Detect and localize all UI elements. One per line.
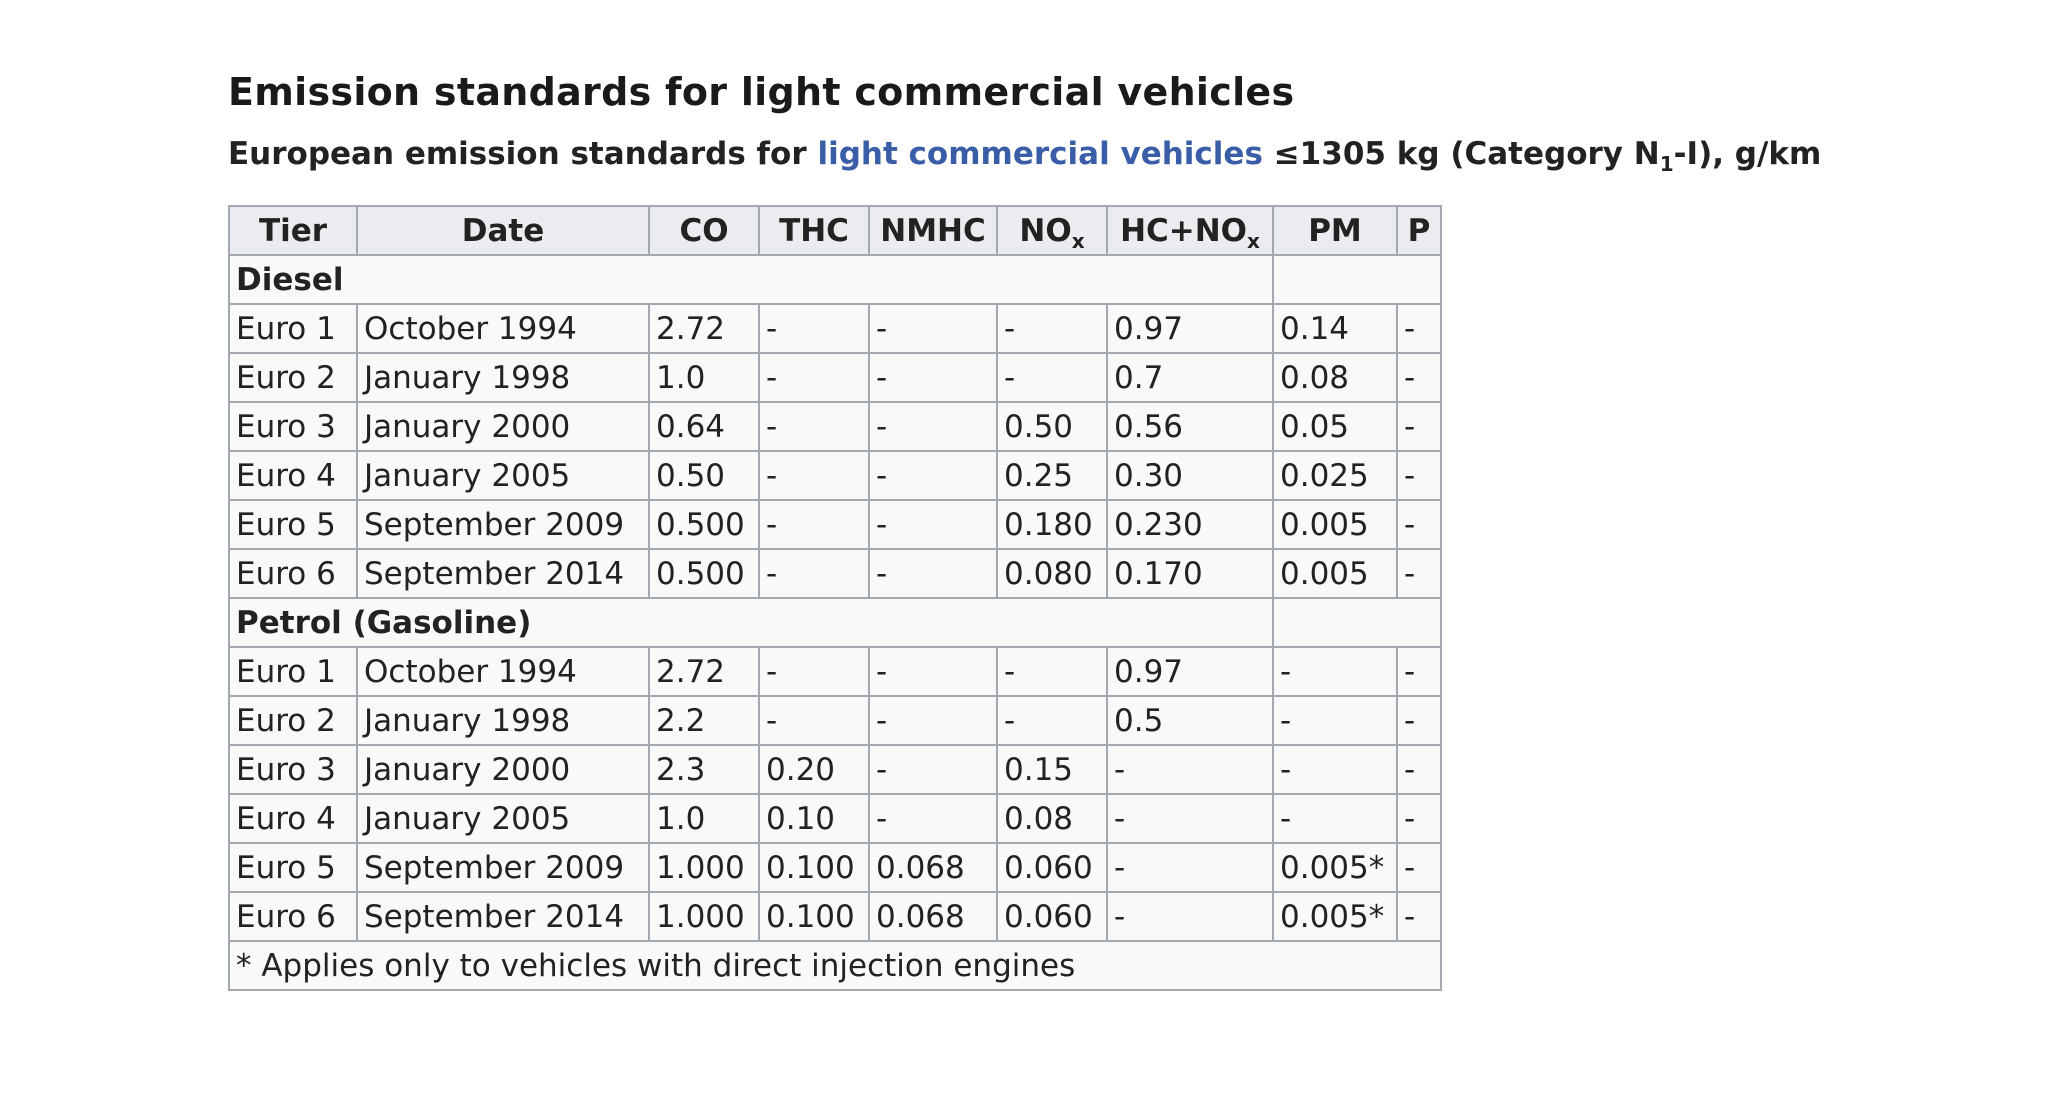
cell-nmhc: 0.068 [869, 892, 997, 941]
cell-date: September 2009 [357, 500, 649, 549]
cell-hc-nox: - [1107, 794, 1273, 843]
cell-co: 2.72 [649, 647, 759, 696]
cell-p: - [1397, 843, 1441, 892]
cell-nox: - [997, 696, 1107, 745]
cell-nmhc: - [869, 549, 997, 598]
cell-nox: 0.08 [997, 794, 1107, 843]
cell-date: January 1998 [357, 353, 649, 402]
cell-thc: - [759, 353, 869, 402]
cell-date: October 1994 [357, 647, 649, 696]
cell-hc-nox: 0.5 [1107, 696, 1273, 745]
section-label: Diesel [229, 255, 1273, 304]
cell-tier: Euro 4 [229, 451, 357, 500]
header-nox-main: NO [1019, 212, 1072, 249]
table-row [229, 549, 1441, 598]
cell-pm: 0.005 [1273, 549, 1397, 598]
cell-thc: 0.20 [759, 745, 869, 794]
cell-nox: 0.060 [997, 892, 1107, 941]
table-row [229, 892, 1441, 941]
cell-p: - [1397, 696, 1441, 745]
cell-hc-nox: 0.7 [1107, 353, 1273, 402]
cell-p: - [1397, 647, 1441, 696]
cell-pm: 0.025 [1273, 451, 1397, 500]
table-row [229, 696, 1441, 745]
cell-tier: Euro 6 [229, 892, 357, 941]
section-empty-cell [1273, 255, 1441, 304]
cell-date: September 2009 [357, 843, 649, 892]
cell-hc-nox: 0.97 [1107, 304, 1273, 353]
cell-tier: Euro 3 [229, 402, 357, 451]
cell-tier: Euro 2 [229, 696, 357, 745]
section-label: Petrol (Gasoline) [229, 598, 1273, 647]
section-row [229, 598, 1441, 647]
cell-thc: 0.100 [759, 892, 869, 941]
cell-nox: 0.060 [997, 843, 1107, 892]
cell-pm: 0.005* [1273, 892, 1397, 941]
caption-units: -I), g/km [1673, 136, 1822, 172]
cell-date: January 2005 [357, 794, 649, 843]
table-row [229, 843, 1441, 892]
cell-co: 1.000 [649, 843, 759, 892]
caption-prefix: European emission standards for [228, 136, 818, 172]
cell-thc: - [759, 451, 869, 500]
header-co: CO [649, 206, 759, 255]
table-row [229, 353, 1441, 402]
cell-hc-nox: - [1107, 892, 1273, 941]
header-p: P [1397, 206, 1441, 255]
cell-thc: - [759, 647, 869, 696]
cell-pm: 0.08 [1273, 353, 1397, 402]
cell-co: 2.2 [649, 696, 759, 745]
cell-nmhc: - [869, 451, 997, 500]
cell-p: - [1397, 745, 1441, 794]
cell-co: 2.72 [649, 304, 759, 353]
cell-nox: 0.180 [997, 500, 1107, 549]
cell-nox: - [997, 304, 1107, 353]
cell-pm: 0.05 [1273, 402, 1397, 451]
cell-nmhc: - [869, 304, 997, 353]
cell-thc: - [759, 304, 869, 353]
table-row [229, 745, 1441, 794]
caption-subscript: 1 [1659, 152, 1674, 177]
table-row [229, 402, 1441, 451]
cell-tier: Euro 5 [229, 500, 357, 549]
cell-date: January 1998 [357, 696, 649, 745]
cell-date: September 2014 [357, 549, 649, 598]
cell-p: - [1397, 794, 1441, 843]
cell-hc-nox: 0.230 [1107, 500, 1273, 549]
header-hc-nox [1107, 206, 1273, 255]
cell-p: - [1397, 451, 1441, 500]
cell-thc: - [759, 500, 869, 549]
cell-pm: - [1273, 647, 1397, 696]
cell-date: January 2000 [357, 402, 649, 451]
cell-pm: 0.005* [1273, 843, 1397, 892]
table-row [229, 794, 1441, 843]
cell-tier: Euro 1 [229, 647, 357, 696]
table-row [229, 304, 1441, 353]
header-pm: PM [1273, 206, 1397, 255]
cell-thc: - [759, 549, 869, 598]
cell-hc-nox: - [1107, 843, 1273, 892]
cell-tier: Euro 5 [229, 843, 357, 892]
table-row [229, 647, 1441, 696]
cell-pm: 0.14 [1273, 304, 1397, 353]
cell-date: January 2005 [357, 451, 649, 500]
page-title: Emission standards for light commercial vehicles [228, 70, 1295, 114]
light-commercial-vehicles-link[interactable]: light commercial vehicles [817, 136, 1263, 172]
cell-co: 0.500 [649, 549, 759, 598]
cell-thc: - [759, 402, 869, 451]
cell-thc: 0.10 [759, 794, 869, 843]
cell-hc-nox: 0.56 [1107, 402, 1273, 451]
header-hc-nox-subscript: x [1247, 228, 1260, 253]
section-row [229, 255, 1441, 304]
cell-co: 0.50 [649, 451, 759, 500]
cell-thc: - [759, 696, 869, 745]
cell-co: 0.64 [649, 402, 759, 451]
cell-pm: - [1273, 745, 1397, 794]
header-tier: Tier [229, 206, 357, 255]
cell-p: - [1397, 549, 1441, 598]
cell-tier: Euro 2 [229, 353, 357, 402]
table-body [229, 255, 1441, 990]
cell-pm: 0.005 [1273, 500, 1397, 549]
cell-nmhc: 0.068 [869, 843, 997, 892]
table-row [229, 451, 1441, 500]
header-nox-subscript: x [1071, 228, 1085, 253]
cell-tier: Euro 4 [229, 794, 357, 843]
emissions-table [228, 205, 1442, 991]
cell-hc-nox: - [1107, 745, 1273, 794]
cell-hc-nox: 0.170 [1107, 549, 1273, 598]
header-hc-nox-main: HC+NO [1120, 212, 1248, 249]
cell-nox: 0.080 [997, 549, 1107, 598]
cell-p: - [1397, 892, 1441, 941]
header-date: Date [357, 206, 649, 255]
footnote-row [229, 941, 1441, 990]
cell-nox: - [997, 353, 1107, 402]
header-nox [997, 206, 1107, 255]
cell-pm: - [1273, 696, 1397, 745]
cell-nmhc: - [869, 696, 997, 745]
cell-pm: - [1273, 794, 1397, 843]
cell-p: - [1397, 500, 1441, 549]
cell-p: - [1397, 353, 1441, 402]
caption-suffix: ≤1305 kg (Category N [1262, 136, 1660, 172]
table-caption [228, 132, 1821, 176]
section-empty-cell [1273, 598, 1441, 647]
cell-date: January 2000 [357, 745, 649, 794]
cell-hc-nox: 0.30 [1107, 451, 1273, 500]
cell-nox: 0.25 [997, 451, 1107, 500]
header-row [229, 206, 1441, 255]
cell-p: - [1397, 402, 1441, 451]
cell-nox: 0.50 [997, 402, 1107, 451]
cell-hc-nox: 0.97 [1107, 647, 1273, 696]
cell-p: - [1397, 304, 1441, 353]
footnote: * Applies only to vehicles with direct injection engines [229, 941, 1441, 990]
cell-nmhc: - [869, 647, 997, 696]
cell-nmhc: - [869, 353, 997, 402]
cell-co: 1.000 [649, 892, 759, 941]
table-row [229, 500, 1441, 549]
cell-nox: 0.15 [997, 745, 1107, 794]
cell-co: 0.500 [649, 500, 759, 549]
header-thc: THC [759, 206, 869, 255]
cell-co: 1.0 [649, 353, 759, 402]
cell-nmhc: - [869, 402, 997, 451]
cell-nmhc: - [869, 794, 997, 843]
cell-co: 2.3 [649, 745, 759, 794]
cell-date: October 1994 [357, 304, 649, 353]
cell-thc: 0.100 [759, 843, 869, 892]
header-nmhc: NMHC [869, 206, 997, 255]
cell-nmhc: - [869, 500, 997, 549]
cell-tier: Euro 3 [229, 745, 357, 794]
cell-date: September 2014 [357, 892, 649, 941]
cell-tier: Euro 1 [229, 304, 357, 353]
cell-tier: Euro 6 [229, 549, 357, 598]
cell-nmhc: - [869, 745, 997, 794]
cell-nox: - [997, 647, 1107, 696]
cell-co: 1.0 [649, 794, 759, 843]
